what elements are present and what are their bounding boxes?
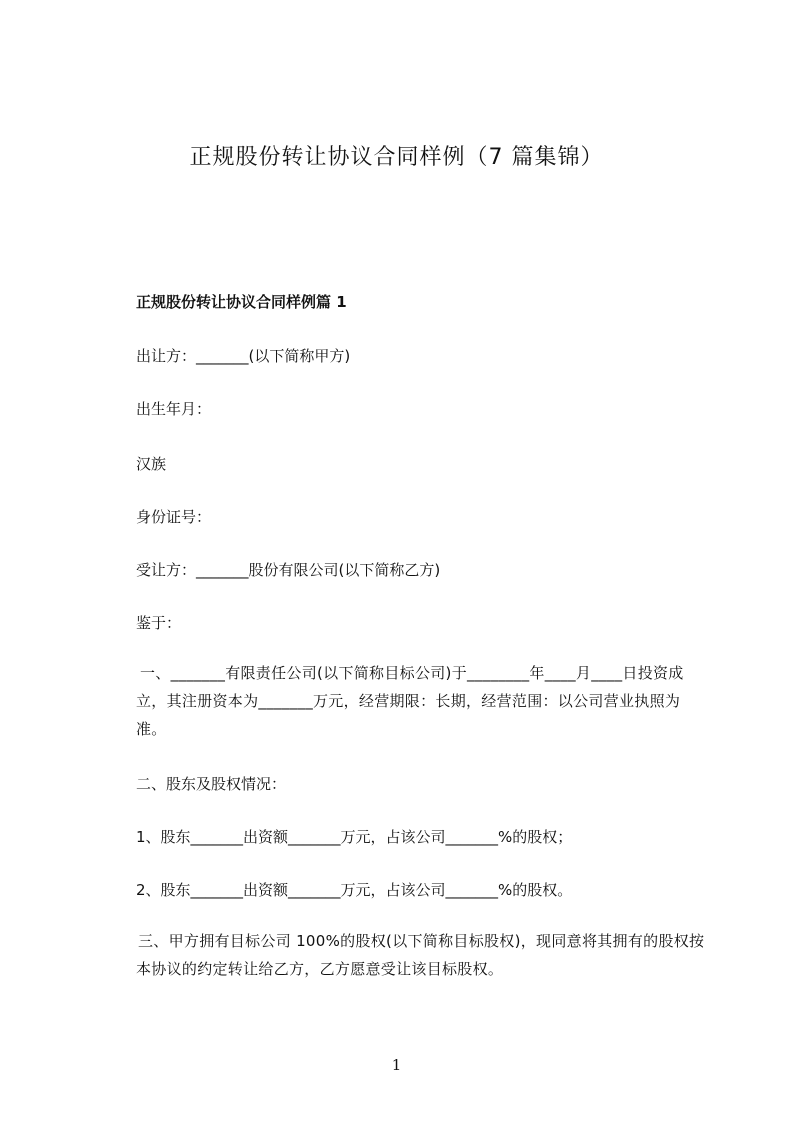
transferee-line: 受让方：_______股份有限公司(以下简称乙方) [136, 561, 441, 579]
clause-three: 三、甲方拥有目标公司 100%的股权(以下简称目标股权)，现同意将其拥有的股权按本协议的约定转让给乙方，乙方愿意受让该目标股权。 [136, 932, 705, 978]
transferor-line: 出让方：_______(以下简称甲方) [136, 347, 351, 365]
clause-two-heading: 二、股东及股权情况： [136, 775, 287, 793]
document-title: 正规股份转让协议合同样例（7 篇集锦） [189, 145, 604, 170]
page-number: 1 [391, 1056, 402, 1074]
id-number-line: 身份证号： [136, 508, 212, 526]
birth-date-line: 出生年月： [136, 400, 212, 418]
ethnicity-line: 汉族 [136, 455, 167, 473]
shareholder-item-2: 2、股东_______出资额_______万元，占该公司_______%的股权。 [136, 881, 573, 899]
whereas-line: 鉴于： [136, 614, 182, 632]
clause-one: 一、_______有限责任公司(以下简称目标公司)于________年____月____日投资成立，其注册资本为_______万元，经营期限：长期，经营范围：以公司营业执照为准。 [136, 664, 684, 738]
shareholder-item-1: 1、股东_______出资额_______万元，占该公司_______%的股权； [136, 828, 573, 846]
section-heading: 正规股份转让协议合同样例篇 1 [136, 293, 347, 311]
